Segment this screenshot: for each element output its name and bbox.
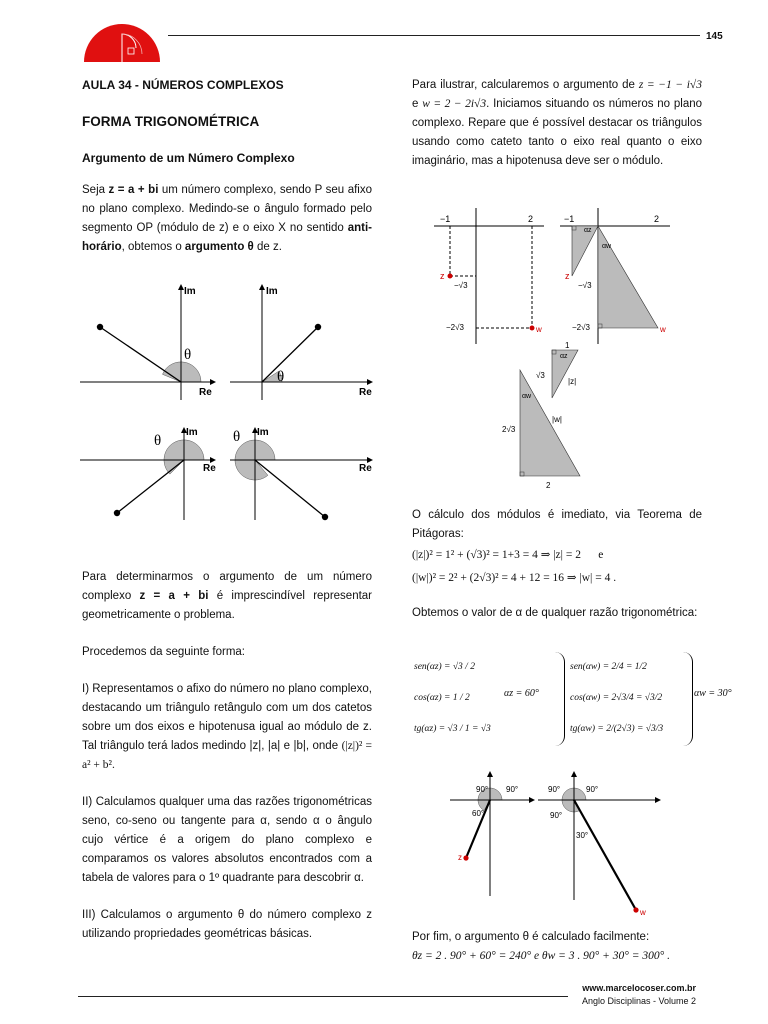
panel-q1 bbox=[230, 285, 372, 400]
logo bbox=[82, 10, 162, 62]
alpha-w-label: αw bbox=[522, 393, 532, 400]
cos-alpha-w: cos(αw) = 2√3/4 = √3/2 bbox=[570, 693, 663, 703]
sen-alpha-w: sen(αw) = 2/4 = 1/2 bbox=[570, 662, 647, 672]
side-2sqrt3: 2√3 bbox=[502, 425, 516, 434]
footer-volume: Anglo Disciplinas - Volume 2 bbox=[581, 996, 696, 1006]
step-3-paragraph: III) Calculamos o argumento θ do número complexo z utilizando propriedades geométricas básicas. bbox=[82, 909, 372, 940]
angle-90-label: 90° bbox=[476, 785, 489, 794]
tick-neg-2sqrt3: −2√3 bbox=[572, 323, 590, 332]
tick-neg-sqrt3: −√3 bbox=[578, 281, 592, 290]
angle-90-label: 90° bbox=[550, 811, 563, 820]
side-abs-z: |z| bbox=[568, 377, 577, 386]
illustration-paragraph: Para ilustrar, calcularemos o argumento de z = −1 − i√3 e w = 2 − 2i√3. Iniciamos situando os números no plano complexo. Repare que é possível destacar os triângulos usando como cateto tanto o eixo real quanto o eixo imaginário, mas a hipotenusa deve ser o módulo. bbox=[412, 79, 703, 167]
w-point-label: w bbox=[660, 325, 666, 334]
angle-z-diagram bbox=[450, 772, 534, 896]
module-equation-z: (|z|)² = 1² + (√3)² = 1+3 = 4 ⇒ |z| = 2 e bbox=[412, 549, 604, 561]
z-point-label: z bbox=[458, 853, 462, 862]
section-title: FORMA TRIGONOMÉTRICA bbox=[82, 114, 260, 129]
tick-minus-1: −1 bbox=[440, 214, 451, 224]
tick-2: 2 bbox=[654, 214, 660, 224]
angle-w-diagram bbox=[538, 772, 660, 917]
alpha-z-label: αz bbox=[560, 353, 568, 360]
tg-alpha-w: tg(αw) = 2/(2√3) = √3/3 bbox=[570, 724, 664, 734]
im-label: Im bbox=[184, 286, 196, 297]
alpha-w-label: αw bbox=[602, 243, 612, 250]
step-2-paragraph: II) Calculamos qualquer uma das razões trigonométricas seno, co-seno ou tangente para α, sendo α o ângulo cujo vértice é a origem do plano complexo e comparamos os valores absolutos encontrados com a tabela de valores para o 1º quadrante para descobrir α. bbox=[82, 796, 372, 884]
z-point-label: z bbox=[565, 271, 570, 281]
theta-label: θ bbox=[233, 429, 241, 445]
theta-label: θ bbox=[277, 369, 285, 385]
alpha-w-result: αw = 30° bbox=[694, 688, 732, 699]
final-section bbox=[412, 928, 702, 966]
plane-points bbox=[434, 208, 544, 344]
determine-paragraph: Para determinarmos o argumento de um número complexo z = a + bi é imprescindível representar geometricamente o problema. bbox=[82, 571, 373, 621]
quadrant-argument-figure bbox=[80, 280, 376, 522]
step-1-paragraph: I) Representamos o afixo do número no plano complexo, destacando um triângulo retângulo com um dos catetos sobre um dos eixos e hipotenusa igual ao módulo de z. Tal triângulo terá lados medindo |z|, |a| e |b|, onde (|z|)² = a² + b². bbox=[82, 683, 372, 771]
w-point-label: w bbox=[536, 325, 542, 334]
w-point-label: w bbox=[640, 908, 646, 917]
alpha-z-label: αz bbox=[584, 227, 592, 234]
angle-30-label: 30° bbox=[576, 831, 589, 840]
subsection-title: Argumento de um Número Complexo bbox=[82, 151, 295, 165]
tick-neg-sqrt3: −√3 bbox=[454, 281, 468, 290]
re-label: Re bbox=[199, 387, 212, 398]
trig-w-block bbox=[570, 652, 693, 746]
re-label: Re bbox=[359, 463, 372, 474]
modules-paragraph: O cálculo dos módulos é imediato, via Teorema de Pitágoras: bbox=[412, 509, 702, 540]
lesson-title: AULA 34 - NÚMEROS COMPLEXOS bbox=[82, 78, 284, 92]
angle-figure bbox=[448, 770, 668, 920]
final-paragraph: Por fim, o argumento θ é calculado facilmente: bbox=[412, 931, 650, 943]
extracted-triangles bbox=[502, 341, 580, 490]
side-1: 1 bbox=[565, 341, 570, 350]
right-column bbox=[412, 76, 702, 171]
angle-90-label: 90° bbox=[506, 785, 519, 794]
trig-z-block bbox=[414, 652, 565, 746]
side-2: 2 bbox=[546, 481, 551, 490]
complex-plane-figure bbox=[420, 208, 680, 494]
cos-alpha-z: cos(αz) = 1 / 2 bbox=[414, 693, 470, 703]
panel-q3 bbox=[80, 427, 216, 520]
intro-paragraph: Seja z = a + bi um número complexo, sendo P seu afixo no plano complexo. Medindo-se o ângulo formado pelo segmento OP (módulo de z) e o eixo X no sentido anti-horário, obtemos o argumento θ de z. bbox=[82, 184, 372, 253]
theta-label: θ bbox=[184, 347, 192, 363]
left-column bbox=[82, 78, 372, 257]
left-column-lower bbox=[82, 568, 372, 944]
z-point-label: z bbox=[440, 271, 445, 281]
angle-90-label: 90° bbox=[548, 785, 561, 794]
page-number: 145 bbox=[706, 31, 723, 42]
plane-triangles bbox=[560, 208, 670, 344]
im-label: Im bbox=[257, 427, 269, 438]
angle-90-label: 90° bbox=[586, 785, 599, 794]
alpha-z-result: αz = 60° bbox=[504, 688, 539, 699]
footer-site: www.marcelocoser.com.br bbox=[582, 983, 696, 993]
panel-q4 bbox=[230, 427, 372, 520]
module-equation-w: (|w|)² = 2² + (2√3)² = 4 + 12 = 16 ⇒ |w| = 4 . bbox=[412, 572, 617, 584]
side-abs-w: |w| bbox=[552, 415, 562, 424]
im-label: Im bbox=[186, 427, 198, 438]
header-rule bbox=[168, 35, 700, 36]
tick-minus-1: −1 bbox=[564, 214, 575, 224]
modules-section bbox=[412, 506, 702, 623]
tg-alpha-z: tg(αz) = √3 / 1 = √3 bbox=[414, 724, 491, 734]
final-equation: θz = 2 . 90° + 60° = 240° e θw = 3 . 90° + 30° = 300° . bbox=[412, 950, 670, 962]
im-label: Im bbox=[266, 286, 278, 297]
re-label: Re bbox=[359, 387, 372, 398]
alpha-paragraph: Obtemos o valor de α de qualquer razão trigonométrica: bbox=[412, 607, 698, 619]
re-label: Re bbox=[203, 463, 216, 474]
panel-q2 bbox=[80, 285, 215, 400]
footer-rule bbox=[78, 996, 568, 997]
tick-2: 2 bbox=[528, 214, 534, 224]
angle-60-label: 60° bbox=[472, 809, 485, 818]
footer bbox=[582, 982, 696, 1008]
theta-label: θ bbox=[154, 433, 162, 449]
side-sqrt3: √3 bbox=[536, 371, 545, 380]
tick-neg-2sqrt3: −2√3 bbox=[446, 323, 464, 332]
procedure-paragraph: Procedemos da seguinte forma: bbox=[82, 646, 246, 658]
sen-alpha-z: sen(αz) = √3 / 2 bbox=[414, 662, 475, 672]
